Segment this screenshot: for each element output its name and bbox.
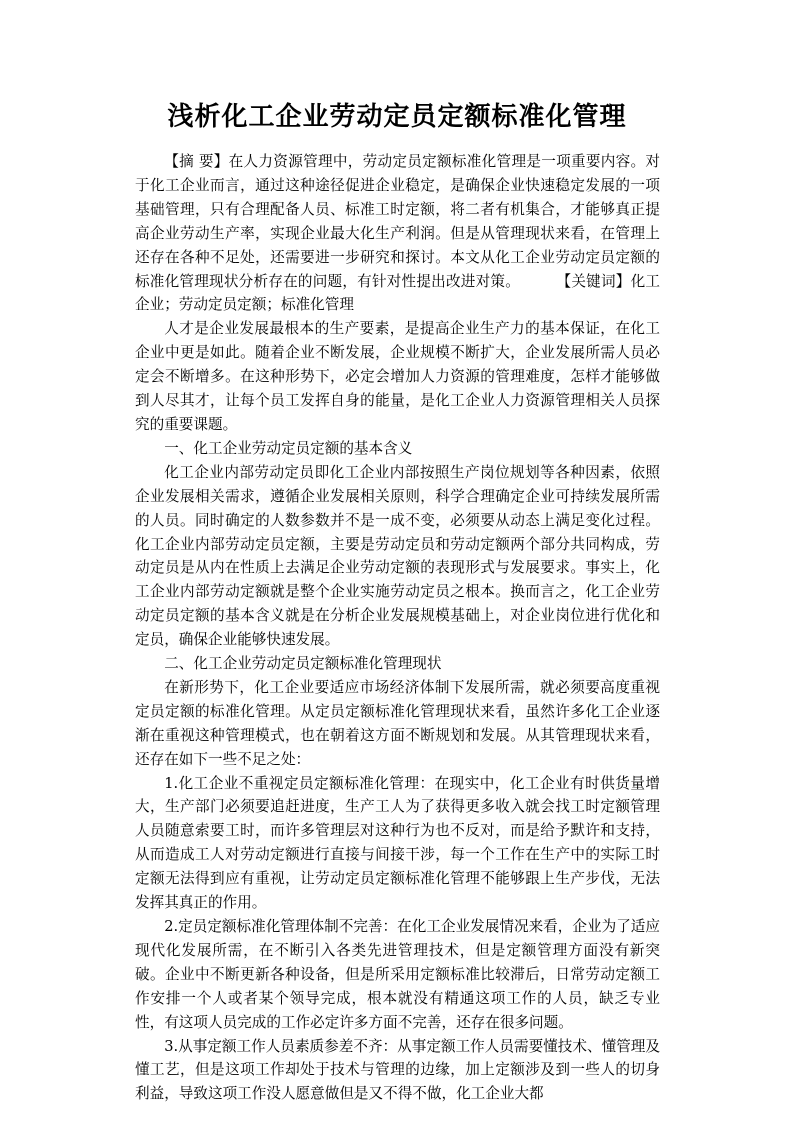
document-body	[135, 150, 660, 1106]
document-title: 浅析化工企业劳动定员定额标准化管理	[167, 102, 627, 132]
section1-paragraph: 化工企业内部劳动定员即化工企业内部按照生产岗位规划等各种因素，依照企业发展相关需求，遵循企业发展相关原则，科学合理确定企业可持续发展所需的人员。同时确定的人数参数并不是一成不变，必须要从动态上满足变化过程。化工企业内部劳动定员定额，主要是劳动定员和劳动定额两个部分共同构成，劳动定员是从内在性质上去满足企业劳动定额的表现形式与发展要求。事实上，化工企业内部劳动定额就是整个企业实施劳动定员之根本。换而言之，化工企业劳动定员定额的基本含义就是在分析企业发展规模基础上，对企业岗位进行优化和定员，确保企业能够快速发展。	[135, 463, 660, 649]
keywords-label: 【关键词】	[563, 272, 631, 290]
intro-paragraph: 人才是企业发展最根本的生产要素，是提高企业生产力的基本保证，在化工企业中更是如此。随着企业不断发展，企业规模不断扩大，企业发展所需人员必定会不断增多。在这种形势下，必定会增加人力资源的管理难度，怎样才能够做到人尽其才，让每个员工发挥自身的能量，是化工企业人力资源管理相关人员探究的重要课题。	[135, 320, 660, 433]
section2-heading: 二、化工企业劳动定员定额标准化管理现状	[164, 655, 442, 673]
point1-paragraph: 1.化工企业不重视定员定额标准化管理：在现实中，化工企业有时供货量增大，生产部门必须要追赶进度，生产工人为了获得更多收入就会找工时定额管理人员随意索要工时，而许多管理层对这种行为也不反对，而是给予默许和支持，从而造成工人对劳动定额进行直接与间接干涉，每一个工作在生产中的实际工时定额无法得到应有重视，让劳动定员定额标准化管理不能够跟上生产步伐，无法发挥其真正的作用。	[135, 774, 660, 912]
keywords-text: 化工企业；劳动定员定额；标准化管理	[135, 272, 660, 314]
section1-heading: 一、化工企业劳动定员定额的基本含义	[164, 439, 413, 457]
abstract-label: 【摘 要】	[164, 153, 229, 170]
point2-paragraph: 2.定员定额标准化管理体制不完善：在化工企业发展情况来看，企业为了适应现代化发展所需，在不断引入各类先进管理技术，但是定额管理方面没有新突破。企业中不断更新各种设备，但是所采用定额标准比较滞后，日常劳动定额工作安排一个人或者某个领导完成，根本就没有精通这项工作的人员，缺乏专业性，有这项人员完成的工作必定许多方面不完善，还存在很多问题。	[135, 918, 660, 1031]
abstract-paragraph	[135, 150, 660, 317]
section2-paragraph: 在新形势下，化工企业要适应市场经济体制下发展所需，就必须要高度重视定员定额的标准化管理。从定员定额标准化管理现状来看，虽然许多化工企业逐渐在重视这种管理模式，也在朝着这方面不断规划和发展。从其管理现状来看，还存在如下一些不足之处：	[135, 678, 660, 768]
point3-paragraph: 3.从事定额工作人员素质参差不齐：从事定额工作人员需要懂技术、懂管理及懂工艺，但是这项工作却处于技术与管理的边缘，加上定额涉及到一些人的切身利益，导致这项工作没人愿意做但是又不得不做，化工企业大都	[135, 1037, 660, 1103]
abstract-text: 在人力资源管理中，劳动定员定额标准化管理是一项重要内容。对于化工企业而言，通过这种途径促进企业稳定，是确保企业快速稳定发展的一项基础管理，只有合理配备人员、标准工时定额，将二者有机集合，才能够真正提高企业劳动生产率，实现企业最大化生产利润。但是从管理现状来看，在管理上还存在各种不足处，还需要进一步研究和探讨。本文从化工企业劳动定员定额的标准化管理现状分析存在的问题，有针对性提出改进对策。	[135, 153, 660, 290]
